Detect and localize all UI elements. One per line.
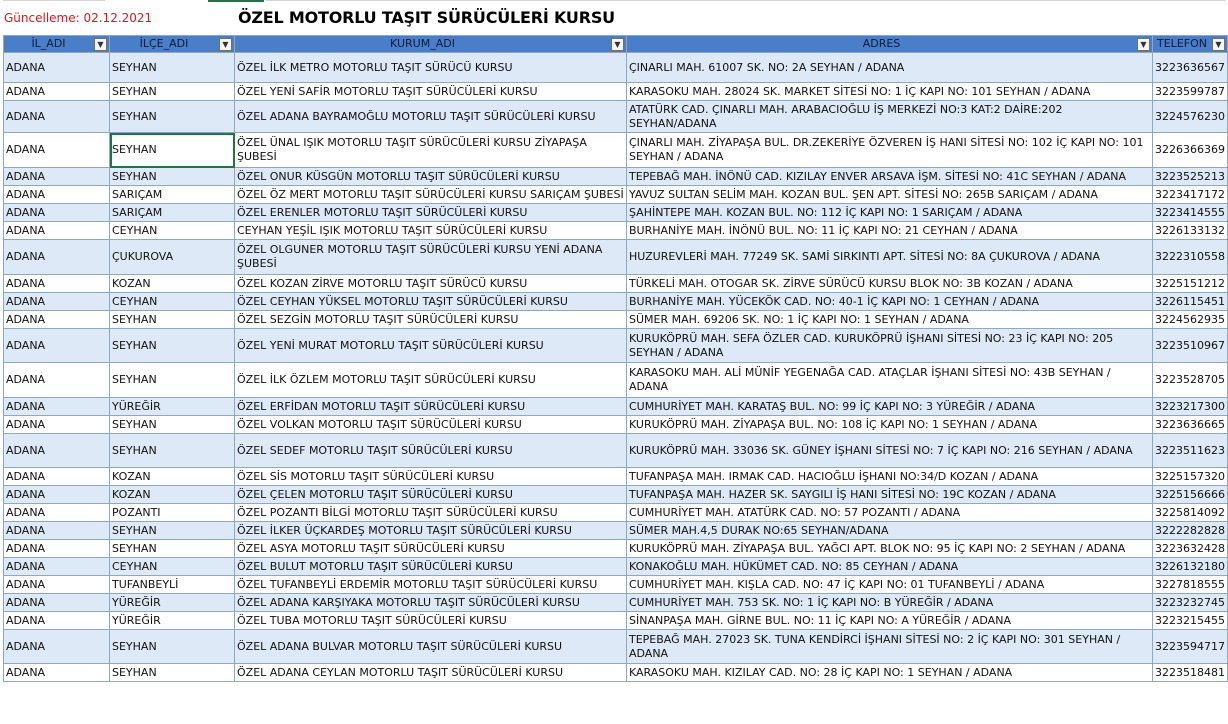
table-row [4, 222, 1228, 240]
cell-ilce[interactable]: SEYHAN [110, 83, 235, 101]
cell-il[interactable]: ADANA [4, 222, 110, 240]
cell-il[interactable]: ADANA [4, 594, 110, 612]
cell-adres[interactable]: SİNANPAŞA MAH. GİRNE BUL. NO: 11 İÇ KAPI NO: A YÜREĞİR / ADANA [627, 612, 1153, 630]
table-row [4, 416, 1228, 434]
table-row [4, 329, 1228, 363]
filter-dropdown-icon[interactable]: ▼ [611, 38, 624, 51]
table-row [4, 204, 1228, 222]
cell-kurum[interactable]: ÖZEL YENİ SAFİR MOTORLU TAŞIT SÜRÜCÜLERİ KURSU [235, 83, 627, 101]
cell-telefon[interactable]: 3223215455 [1153, 612, 1228, 630]
filter-dropdown-icon[interactable]: ▼ [1212, 38, 1225, 51]
cell-il[interactable]: ADANA [4, 468, 110, 486]
cell-adres[interactable]: KURUKÖPRÜ MAH. ZİYAPAŞA BUL. YAĞCI APT. BLOK NO: 95 İÇ KAPI NO: 2 SEYHAN / ADANA [627, 540, 1153, 558]
cell-il[interactable]: ADANA [4, 329, 110, 363]
cell-telefon[interactable]: 3223594717 [1153, 630, 1228, 664]
cell-il[interactable]: ADANA [4, 540, 110, 558]
cell-ilce[interactable]: SEYHAN [110, 630, 235, 664]
cell-il[interactable]: ADANA [4, 204, 110, 222]
cell-ilce[interactable]: SARIÇAM [110, 186, 235, 204]
cell-adres[interactable]: BURHANİYE MAH. İNÖNÜ BUL. NO: 11 İÇ KAPI NO: 21 CEYHAN / ADANA [627, 222, 1153, 240]
cell-il[interactable]: ADANA [4, 522, 110, 540]
column-header-label: İL_ADI [31, 37, 66, 50]
cell-telefon[interactable]: 3223510967 [1153, 329, 1228, 363]
cell-adres[interactable]: KONAKOĞLU MAH. HÜKÜMET CAD. NO: 85 CEYHAN / ADANA [627, 558, 1153, 576]
cell-kurum[interactable]: ÖZEL İLKER ÜÇKARDEŞ MOTORLU TAŞIT SÜRÜCÜLERİ KURSU [235, 522, 627, 540]
cell-adres[interactable]: YAVUZ SULTAN SELİM MAH. KOZAN BUL. ŞEN APT. SİTESİ NO: 265B SARIÇAM / ADANA [627, 186, 1153, 204]
cell-telefon[interactable]: 3225156666 [1153, 486, 1228, 504]
cell-telefon[interactable]: 3227818555 [1153, 576, 1228, 594]
page-title: ÖZEL MOTORLU TAŞIT SÜRÜCÜLERİ KURSU [238, 8, 615, 27]
cell-il[interactable]: ADANA [4, 53, 110, 83]
cell-telefon[interactable]: 3222310558 [1153, 240, 1228, 275]
cell-kurum[interactable]: ÖZEL TUFANBEYLİ ERDEMİR MOTORLU TAŞIT SÜRÜCÜLERİ KURSU [235, 576, 627, 594]
table-row [4, 83, 1228, 101]
table-row [4, 540, 1228, 558]
cell-kurum[interactable]: ÖZEL ADANA CEYLAN MOTORLU TAŞIT SÜRÜCÜLERİ KURSU [235, 664, 627, 682]
cell-il[interactable]: ADANA [4, 434, 110, 468]
cell-ilce[interactable]: SEYHAN [110, 329, 235, 363]
cell-il[interactable]: ADANA [4, 83, 110, 101]
cell-il[interactable]: ADANA [4, 186, 110, 204]
cell-adres[interactable]: ÇINARLI MAH. ZİYAPAŞA BUL. DR.ZEKERİYE ÖZVEREN İŞ HANI SİTESİ NO: 102 İÇ KAPI NO: 101 SEYHAN / ADANA [627, 133, 1153, 168]
table-row [4, 504, 1228, 522]
table-row [4, 275, 1228, 293]
table-row [4, 53, 1228, 83]
cell-kurum[interactable]: ÖZEL ASYA MOTORLU TAŞIT SÜRÜCÜLERİ KURSU [235, 540, 627, 558]
cell-kurum[interactable]: ÖZEL SEDEF MOTORLU TAŞIT SÜRÜCÜLERİ KURSU [235, 434, 627, 468]
cell-ilce[interactable]: SEYHAN [110, 434, 235, 468]
cell-telefon[interactable]: 3225151212 [1153, 275, 1228, 293]
cell-kurum[interactable]: ÖZEL SEZGİN MOTORLU TAŞIT SÜRÜCÜLERİ KURSU [235, 311, 627, 329]
cell-kurum[interactable]: ÖZEL KOZAN ZİRVE MOTORLU TAŞIT SÜRÜCÜ KURSU [235, 275, 627, 293]
cell-kurum[interactable]: ÖZEL SİS MOTORLU TAŞIT SÜRÜCÜLERİ KURSU [235, 468, 627, 486]
cell-ilce[interactable]: CEYHAN [110, 222, 235, 240]
cell-adres[interactable]: ATATÜRK CAD. ÇINARLI MAH. ARABACIOĞLU İŞ MERKEZİ NO:3 KAT:2 DAİRE:202 SEYHAN/ADANA [627, 101, 1153, 133]
cell-ilce[interactable]: YÜREĞİR [110, 594, 235, 612]
column-header-label: İLÇE_ADI [139, 37, 189, 50]
cell-telefon[interactable]: 3223217300 [1153, 398, 1228, 416]
cell-telefon[interactable]: 3223636567 [1153, 53, 1228, 83]
cell-il[interactable]: ADANA [4, 664, 110, 682]
cell-telefon[interactable]: 3223525213 [1153, 168, 1228, 186]
cell-ilce[interactable]: SEYHAN [110, 522, 235, 540]
table-row [4, 522, 1228, 540]
cell-kurum[interactable]: ÖZEL ÇELEN MOTORLU TAŞIT SÜRÜCÜLERİ KURSU [235, 486, 627, 504]
cell-adres[interactable]: CUMHURİYET MAH. 753 SK. NO: 1 İÇ KAPI NO: B YÜREĞİR / ADANA [627, 594, 1153, 612]
column-header-label: KURUM_ADI [390, 37, 455, 50]
cell-telefon[interactable]: 3223232745 [1153, 594, 1228, 612]
cell-kurum[interactable]: ÖZEL ERFİDAN MOTORLU TAŞIT SÜRÜCÜLERİ KURSU [235, 398, 627, 416]
gridline [3, 0, 105, 1]
cell-telefon[interactable]: 3226132180 [1153, 558, 1228, 576]
cell-ilce[interactable]: SEYHAN [110, 101, 235, 133]
cell-adres[interactable]: KURUKÖPRÜ MAH. SEFA ÖZLER CAD. KURUKÖPRÜ İŞHANI SİTESİ NO: 23 İÇ KAPI NO: 205 SEYHAN / ADANA [627, 329, 1153, 363]
column-header-label: TELEFON [1157, 37, 1207, 50]
table-row [4, 486, 1228, 504]
cell-ilce[interactable]: SEYHAN [110, 53, 235, 83]
cell-adres[interactable]: KURUKÖPRÜ MAH. 33036 SK. GÜNEY İŞHANI SİTESİ NO: 7 İÇ KAPI NO: 216 SEYHAN / ADANA [627, 434, 1153, 468]
cell-telefon[interactable]: 3223528705 [1153, 363, 1228, 398]
cell-kurum[interactable]: ÖZEL CEYHAN YÜKSEL MOTORLU TAŞIT SÜRÜCÜLERİ KURSU [235, 293, 627, 311]
cell-kurum[interactable]: ÖZEL ÖZ MERT MOTORLU TAŞIT SÜRÜCÜLERİ KURSU SARIÇAM ŞUBESİ [235, 186, 627, 204]
cell-ilce[interactable]: CEYHAN [110, 558, 235, 576]
cell-ilce[interactable]: POZANTI [110, 504, 235, 522]
cell-il[interactable]: ADANA [4, 486, 110, 504]
cell-telefon[interactable]: 3223599787 [1153, 83, 1228, 101]
cell-il[interactable]: ADANA [4, 504, 110, 522]
cell-adres[interactable]: SÜMER MAH. 69206 SK. NO: 1 İÇ KAPI NO: 1 SEYHAN / ADANA [627, 311, 1153, 329]
table-row [4, 133, 1228, 168]
cell-kurum[interactable]: ÖZEL POZANTI BİLGİ MOTORLU TAŞIT SÜRÜCÜLERİ KURSU [235, 504, 627, 522]
cell-adres[interactable]: KURUKÖPRÜ MAH. ZİYAPAŞA BUL. NO: 108 İÇ KAPI NO: 1 SEYHAN / ADANA [627, 416, 1153, 434]
cell-kurum[interactable]: ÖZEL İLK ÖZLEM MOTORLU TAŞIT SÜRÜCÜLERİ KURSU [235, 363, 627, 398]
cell-il[interactable]: ADANA [4, 416, 110, 434]
column-header-telefon[interactable] [1153, 36, 1228, 53]
cell-adres[interactable]: TEPEBAĞ MAH. İNÖNÜ CAD. KIZILAY ENVER ARSAVA İŞM. SİTESİ NO: 41C SEYHAN / ADANA [627, 168, 1153, 186]
cell-kurum[interactable]: ÖZEL VOLKAN MOTORLU TAŞIT SÜRÜCÜLERİ KURSU [235, 416, 627, 434]
table-row [4, 293, 1228, 311]
cell-kurum[interactable]: CEYHAN YEŞİL IŞIK MOTORLU TAŞIT SÜRÜCÜLERİ KURSU [235, 222, 627, 240]
column-header-il[interactable] [4, 36, 110, 53]
cell-il[interactable]: ADANA [4, 133, 110, 168]
cell-adres[interactable]: TUFANPAŞA MAH. HAZER SK. SAYGILI İŞ HANI SİTESİ NO: 19C KOZAN / ADANA [627, 486, 1153, 504]
cell-il[interactable]: ADANA [4, 101, 110, 133]
cell-il[interactable]: ADANA [4, 630, 110, 664]
cell-ilce[interactable]: TUFANBEYLİ [110, 576, 235, 594]
cell-adres[interactable]: ÇINARLI MAH. 61007 SK. NO: 2A SEYHAN / ADANA [627, 53, 1153, 83]
cell-telefon[interactable]: 3226366369 [1153, 133, 1228, 168]
table-row [4, 363, 1228, 398]
title-area [0, 0, 1228, 35]
cell-il[interactable]: ADANA [4, 168, 110, 186]
cell-kurum[interactable]: ÖZEL ADANA BULVAR MOTORLU TAŞIT SÜRÜCÜLERİ KURSU [235, 630, 627, 664]
cell-telefon[interactable]: 3225157320 [1153, 468, 1228, 486]
table-row [4, 398, 1228, 416]
cell-ilce[interactable]: SARIÇAM [110, 204, 235, 222]
cell-telefon[interactable]: 3226133132 [1153, 222, 1228, 240]
table-row [4, 612, 1228, 630]
header-row [4, 36, 1228, 53]
cell-adres[interactable]: TÜRKELİ MAH. OTOGAR SK. ZİRVE SÜRÜCÜ KURSU BLOK NO: 3B KOZAN / ADANA [627, 275, 1153, 293]
cell-kurum[interactable]: ÖZEL TUBA MOTORLU TAŞIT SÜRÜCÜLERİ KURSU [235, 612, 627, 630]
column-header-kurum[interactable] [235, 36, 627, 53]
table-row [4, 434, 1228, 468]
cell-ilce[interactable]: YÜREĞİR [110, 398, 235, 416]
cell-il[interactable]: ADANA [4, 612, 110, 630]
table-row [4, 311, 1228, 329]
cell-adres[interactable]: CUMHURİYET MAH. KARATAŞ BUL. NO: 99 İÇ KAPI NO: 3 YÜREĞİR / ADANA [627, 398, 1153, 416]
cell-telefon[interactable]: 3223632428 [1153, 540, 1228, 558]
cell-kurum[interactable]: ÖZEL ERENLER MOTORLU TAŞIT SÜRÜCÜLERİ KURSU [235, 204, 627, 222]
table-row [4, 101, 1228, 133]
cell-adres[interactable]: CUMHURİYET MAH. ATATÜRK CAD. NO: 57 POZANTI / ADANA [627, 504, 1153, 522]
cell-kurum[interactable]: ÖZEL ONUR KÜSGÜN MOTORLU TAŞIT SÜRÜCÜLERİ KURSU [235, 168, 627, 186]
cell-adres[interactable]: TUFANPAŞA MAH. IRMAK CAD. HACIOĞLU İŞHANI NO:34/D KOZAN / ADANA [627, 468, 1153, 486]
cell-adres[interactable]: CUMHURİYET MAH. KIŞLA CAD. NO: 47 İÇ KAPI NO: 01 TUFANBEYLİ / ADANA [627, 576, 1153, 594]
table-row [4, 468, 1228, 486]
data-table [3, 35, 1228, 682]
cell-ilce[interactable]: SEYHAN [110, 416, 235, 434]
cell-il[interactable]: ADANA [4, 558, 110, 576]
cell-telefon[interactable]: 3225814092 [1153, 504, 1228, 522]
cell-adres[interactable]: TEPEBAĞ MAH. 27023 SK. TUNA KENDİRCİ İŞHANI SİTESİ NO: 2 İÇ KAPI NO: 301 SEYHAN / ADANA [627, 630, 1153, 664]
table-row [4, 186, 1228, 204]
update-date-label: Güncelleme: 02.12.2021 [4, 11, 153, 25]
cell-ilce[interactable]: YÜREĞİR [110, 612, 235, 630]
filter-dropdown-icon[interactable]: ▼ [94, 38, 107, 51]
cell-ilce[interactable]: SEYHAN [110, 540, 235, 558]
cell-il[interactable]: ADANA [4, 240, 110, 275]
cell-ilce[interactable]: SEYHAN [110, 133, 235, 168]
cell-telefon[interactable]: 3224562935 [1153, 311, 1228, 329]
cell-il[interactable]: ADANA [4, 311, 110, 329]
table-body [4, 53, 1228, 682]
cell-ilce[interactable]: KOZAN [110, 486, 235, 504]
cell-adres[interactable]: ŞAHİNTEPE MAH. KOZAN BUL. NO: 112 İÇ KAPI NO: 1 SARIÇAM / ADANA [627, 204, 1153, 222]
gridline [266, 0, 1226, 1]
table-row [4, 240, 1228, 275]
selected-cell-edge [208, 0, 264, 2]
cell-telefon[interactable]: 3226115451 [1153, 293, 1228, 311]
cell-telefon[interactable]: 3223636665 [1153, 416, 1228, 434]
filter-dropdown-icon[interactable]: ▼ [1137, 38, 1150, 51]
cell-ilce[interactable]: KOZAN [110, 275, 235, 293]
table-row [4, 630, 1228, 664]
cell-adres[interactable]: KARASOKU MAH. ALİ MÜNİF YEGENAĞA CAD. ATAÇLAR İŞHANI SİTESİ NO: 43B SEYHAN / ADANA [627, 363, 1153, 398]
cell-kurum[interactable]: ÖZEL OLGUNER MOTORLU TAŞIT SÜRÜCÜLERİ KURSU YENİ ADANA ŞUBESİ [235, 240, 627, 275]
cell-kurum[interactable]: ÖZEL ADANA KARŞIYAKA MOTORLU TAŞIT SÜRÜCÜLERİ KURSU [235, 594, 627, 612]
table-row [4, 558, 1228, 576]
cell-ilce[interactable]: CEYHAN [110, 293, 235, 311]
cell-kurum[interactable]: ÖZEL ÜNAL IŞIK MOTORLU TAŞIT SÜRÜCÜLERİ KURSU ZİYAPAŞA ŞUBESİ [235, 133, 627, 168]
table-row [4, 168, 1228, 186]
cell-telefon[interactable]: 3223417172 [1153, 186, 1228, 204]
table-row [4, 594, 1228, 612]
cell-ilce[interactable]: KOZAN [110, 468, 235, 486]
cell-telefon[interactable]: 3223511623 [1153, 434, 1228, 468]
cell-il[interactable]: ADANA [4, 576, 110, 594]
cell-telefon[interactable]: 3222282828 [1153, 522, 1228, 540]
cell-il[interactable]: ADANA [4, 398, 110, 416]
cell-ilce[interactable]: SEYHAN [110, 664, 235, 682]
cell-il[interactable]: ADANA [4, 293, 110, 311]
cell-adres[interactable]: HUZUREVLERİ MAH. 77249 SK. SAMİ SIRKINTI APT. SİTESİ NO: 8A ÇUKUROVA / ADANA [627, 240, 1153, 275]
cell-telefon[interactable]: 3224576230 [1153, 101, 1228, 133]
cell-ilce[interactable]: SEYHAN [110, 311, 235, 329]
cell-telefon[interactable]: 3223414555 [1153, 204, 1228, 222]
cell-il[interactable]: ADANA [4, 363, 110, 398]
cell-ilce[interactable]: ÇUKUROVA [110, 240, 235, 275]
cell-kurum[interactable]: ÖZEL İLK METRO MOTORLU TAŞIT SÜRÜCÜ KURSU [235, 53, 627, 83]
cell-kurum[interactable]: ÖZEL ADANA BAYRAMOĞLU MOTORLU TAŞIT SÜRÜCÜLERİ KURSU [235, 101, 627, 133]
table-row [4, 664, 1228, 682]
column-header-label: ADRES [862, 37, 901, 50]
cell-kurum[interactable]: ÖZEL BULUT MOTORLU TAŞIT SÜRÜCÜLERİ KURSU [235, 558, 627, 576]
cell-ilce[interactable]: SEYHAN [110, 168, 235, 186]
cell-adres[interactable]: BURHANİYE MAH. YÜCEKÖK CAD. NO: 40-1 İÇ KAPI NO: 1 CEYHAN / ADANA [627, 293, 1153, 311]
cell-ilce[interactable]: SEYHAN [110, 363, 235, 398]
cell-adres[interactable]: SÜMER MAH.4,5 DURAK NO:65 SEYHAN/ADANA [627, 522, 1153, 540]
column-header-adres[interactable] [627, 36, 1153, 53]
cell-adres[interactable]: KARASOKU MAH. 28024 SK. MARKET SİTESİ NO: 1 İÇ KAPI NO: 101 SEYHAN / ADANA [627, 83, 1153, 101]
cell-il[interactable]: ADANA [4, 275, 110, 293]
column-header-ilce[interactable] [110, 36, 235, 53]
cell-telefon[interactable]: 3223518481 [1153, 664, 1228, 682]
cell-adres[interactable]: KARASOKU MAH. KIZILAY CAD. NO: 28 İÇ KAPI NO: 1 SEYHAN / ADANA [627, 664, 1153, 682]
filter-dropdown-icon[interactable]: ▼ [219, 38, 232, 51]
table-row [4, 576, 1228, 594]
cell-kurum[interactable]: ÖZEL YENİ MURAT MOTORLU TAŞIT SÜRÜCÜLERİ KURSU [235, 329, 627, 363]
